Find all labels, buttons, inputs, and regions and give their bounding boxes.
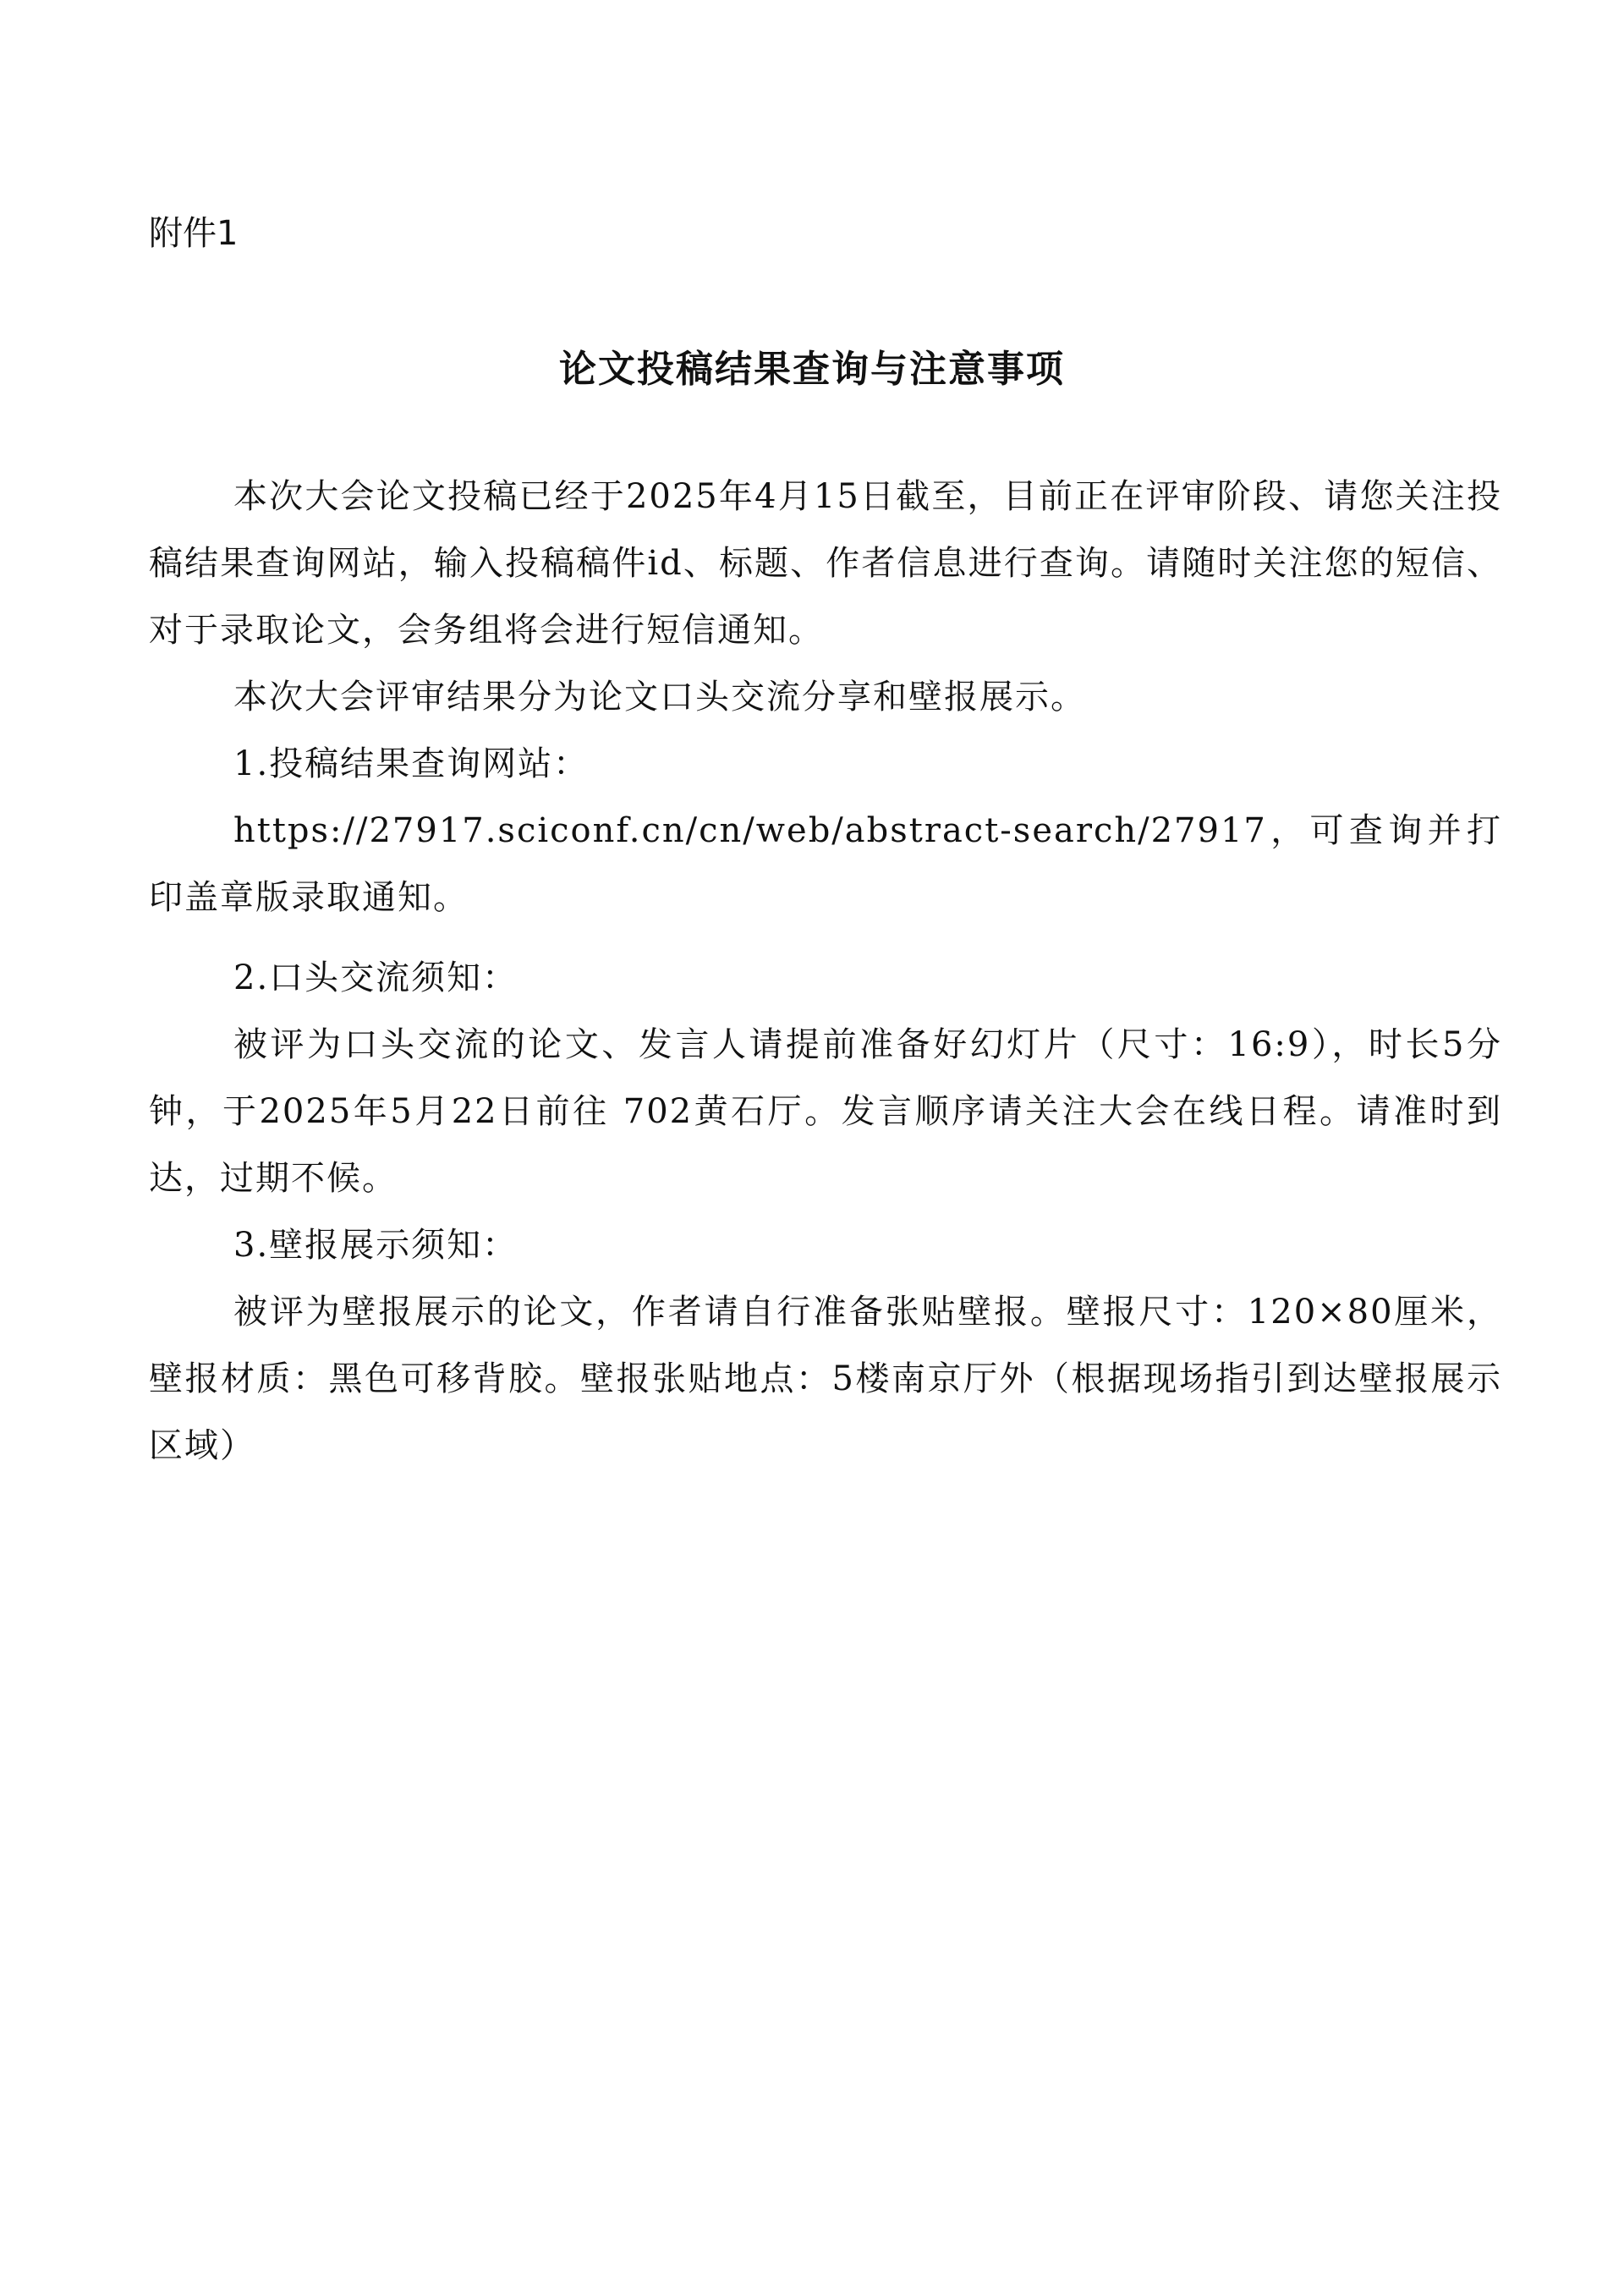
document-title: 论文投稿结果查询与注意事项 bbox=[559, 348, 1065, 391]
paragraph-intro: 本次大会论文投稿已经于2025年4月15日截至，目前正在评审阶段、请您关注投稿结果查询网站，输入投稿稿件id、标题、作者信息进行查询。请随时关注您的短信、对于录取论文，会务组将会进行短信通知。 bbox=[149, 477, 1502, 650]
attachment-label: 附件1 bbox=[149, 214, 239, 253]
document-body bbox=[149, 464, 1502, 1480]
heading-poster-display: 3.壁报展示须知： bbox=[233, 1226, 518, 1265]
paragraph-review-result-types: 本次大会评审结果分为论文口头交流分享和壁报展示。 bbox=[233, 678, 1086, 717]
paragraph-oral-presentation: 被评为口头交流的论文、发言人请提前准备好幻灯片（尺寸：16:9），时长5分钟，于2025年5月22日前往 702黄石厅。发言顺序请关注大会在线日程。请准时到达，过期不候。 bbox=[149, 1025, 1502, 1198]
paragraph-poster-display: 被评为壁报展示的论文，作者请自行准备张贴壁报。壁报尺寸：120×80厘米，壁报材质：黑色可移背胶。壁报张贴地点：5楼南京厅外（根据现场指引到达壁报展示区域） bbox=[149, 1293, 1502, 1465]
heading-oral-presentation: 2.口头交流须知： bbox=[233, 958, 518, 997]
heading-query-website: 1.投稿结果查询网站： bbox=[233, 744, 590, 783]
paragraph-query-url: https://27917.sciconf.cn/cn/web/abstract-search/27917，可查询并打印盖章版录取通知。 bbox=[149, 811, 1502, 917]
